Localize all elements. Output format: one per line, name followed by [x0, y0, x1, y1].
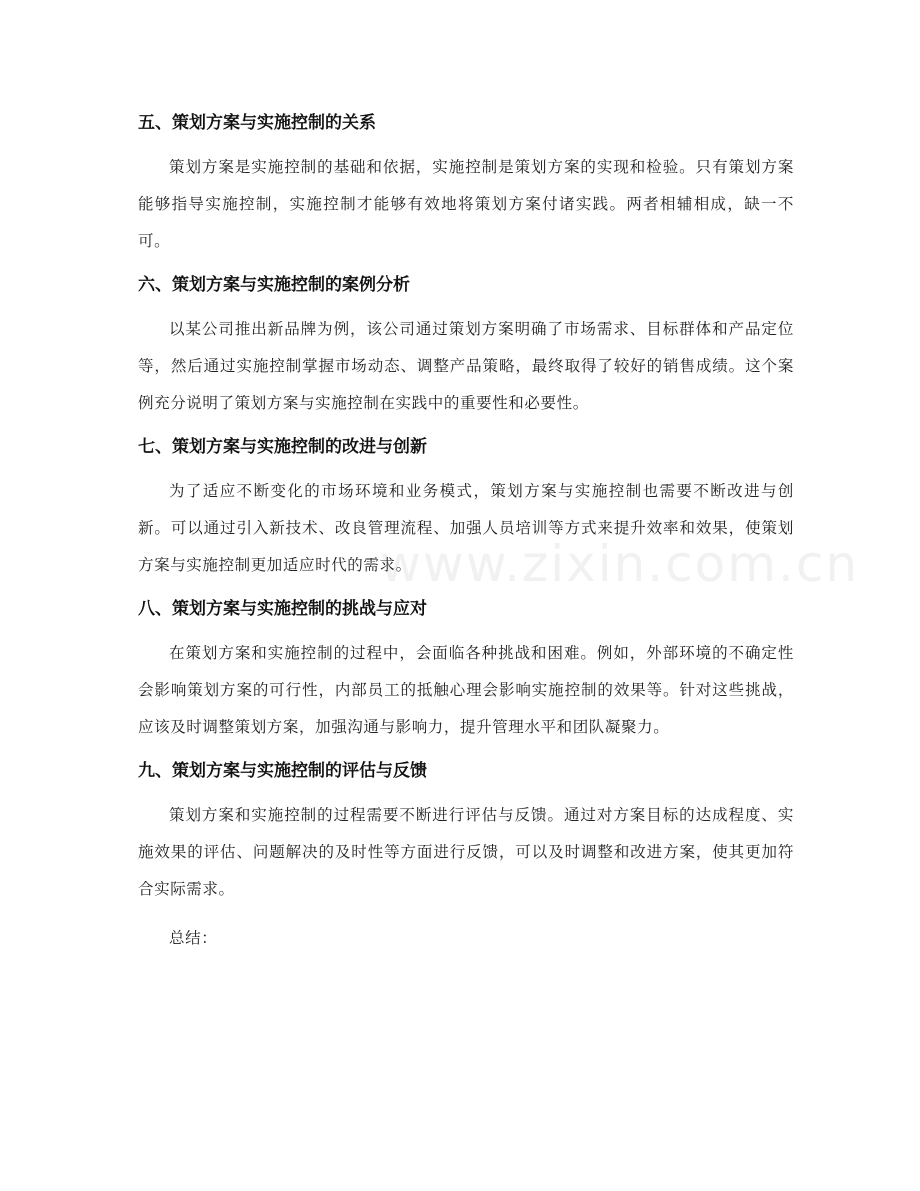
- section-paragraph: 在策划方案和实施控制的过程中，会面临各种挑战和困难。例如，外部环境的不确定性会影响策划方案的可行性，内部员工的抵触心理会影响实施控制的效果等。针对这些挑战，应该及时调整策划方案，加强沟通与影响力，提升管理水平和团队凝聚力。: [138, 644, 794, 736]
- section-heading: 六、策划方案与实施控制的案例分析: [138, 275, 410, 295]
- section-paragraph: 为了适应不断变化的市场环境和业务模式，策划方案与实施控制也需要不断改进与创新。可以通过引入新技术、改良管理流程、加强人员培训等方式来提升效率和效果，使策划方案与实施控制更加适应时代的需求。: [138, 482, 794, 574]
- section-8: [138, 596, 794, 746]
- watermark: www.zixin.com.cn: [380, 535, 860, 593]
- section-heading: 八、策划方案与实施控制的挑战与应对: [138, 599, 427, 619]
- summary-label: 总结：: [169, 929, 218, 947]
- section-9: [138, 758, 794, 908]
- section-heading: 七、策划方案与实施控制的改进与创新: [138, 437, 427, 457]
- section-5: [138, 110, 794, 260]
- section-heading: 九、策划方案与实施控制的评估与反馈: [138, 761, 427, 781]
- section-paragraph: 以某公司推出新品牌为例，该公司通过策划方案明确了市场需求、目标群体和产品定位等，然后通过实施控制掌握市场动态、调整产品策略，最终取得了较好的销售成绩。这个案例充分说明了策划方案与实施控制在实践中的重要性和必要性。: [138, 320, 794, 412]
- section-heading: 五、策划方案与实施控制的关系: [138, 113, 376, 133]
- section-paragraph: 策划方案是实施控制的基础和依据，实施控制是策划方案的实现和检验。只有策划方案能够指导实施控制，实施控制才能够有效地将策划方案付诸实践。两者相辅相成，缺一不可。: [138, 158, 794, 250]
- section-paragraph: 策划方案和实施控制的过程需要不断进行评估与反馈。通过对方案目标的达成程度、实施效果的评估、问题解决的及时性等方面进行反馈，可以及时调整和改进方案，使其更加符合实际需求。: [138, 806, 794, 898]
- section-6: [138, 272, 794, 422]
- section-7: [138, 434, 794, 584]
- document-body: [138, 110, 794, 957]
